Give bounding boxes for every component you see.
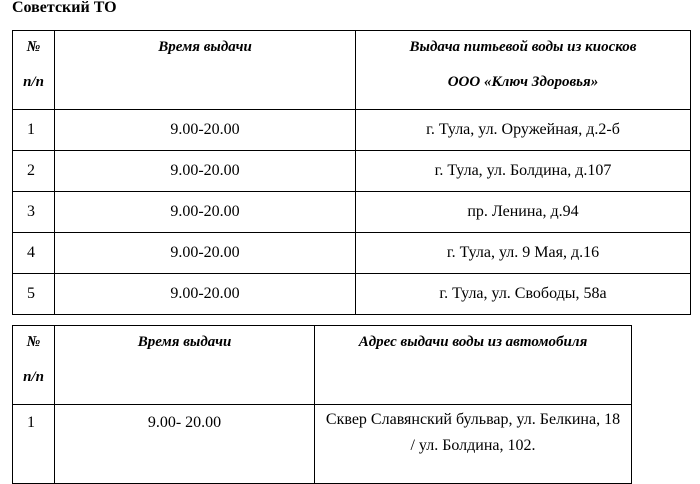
header-num <box>13 31 55 110</box>
table-row <box>13 192 691 233</box>
row-time: 9.00-20.00 <box>55 192 356 233</box>
row-address: г. Тула, ул. Свободы, 58а <box>356 274 691 315</box>
table-row <box>13 274 691 315</box>
row-address-line1: Сквер Славянский бульвар, ул. Белкина, 18 <box>325 411 621 428</box>
header-num <box>13 326 55 405</box>
row-time: 9.00-20.00 <box>55 110 356 151</box>
header-time <box>55 31 356 110</box>
header-time <box>55 326 315 405</box>
row-address: г. Тула, ул. Болдина, д.107 <box>356 151 691 192</box>
vehicle-table <box>12 325 632 484</box>
table-row <box>13 110 691 151</box>
row-num: 1 <box>13 110 55 151</box>
header-num-line1: № <box>26 334 41 350</box>
header-time-label: Время выдачи <box>137 334 232 350</box>
row-address: г. Тула, ул. Оружейная, д.2-б <box>356 110 691 151</box>
row-address: г. Тула, ул. 9 Мая, д.16 <box>356 233 691 274</box>
table-row <box>13 233 691 274</box>
row-address <box>315 405 632 484</box>
header-place <box>356 31 691 110</box>
row-time: 9.00-20.00 <box>55 151 356 192</box>
header-num-line2: п/п <box>23 369 44 385</box>
row-time: 9.00-20.00 <box>55 233 356 274</box>
row-num: 1 <box>13 405 55 484</box>
row-time: 9.00-20.00 <box>55 274 356 315</box>
section-title: Советский ТО <box>12 0 117 16</box>
kiosks-table <box>12 30 691 315</box>
row-address: пр. Ленина, д.94 <box>356 192 691 233</box>
row-num: 2 <box>13 151 55 192</box>
table-header-row <box>13 326 632 405</box>
table-row <box>13 151 691 192</box>
row-address-line2: / ул. Болдина, 102. <box>410 437 536 454</box>
header-place-label: Адрес выдачи воды из автомобиля <box>358 334 588 350</box>
header-time-label: Время выдачи <box>158 39 252 55</box>
row-num: 5 <box>13 274 55 315</box>
row-num: 3 <box>13 192 55 233</box>
header-place-line2: ООО «Ключ Здоровья» <box>447 74 599 90</box>
row-time: 9.00- 20.00 <box>55 405 315 484</box>
header-num-line1: № <box>26 39 41 55</box>
table-row <box>13 405 632 484</box>
row-num: 4 <box>13 233 55 274</box>
table-header-row <box>13 31 691 110</box>
header-num-line2: п/п <box>23 74 44 90</box>
header-place-line1: Выдача питьевой воды из киосков <box>409 39 637 55</box>
header-place <box>315 326 632 405</box>
